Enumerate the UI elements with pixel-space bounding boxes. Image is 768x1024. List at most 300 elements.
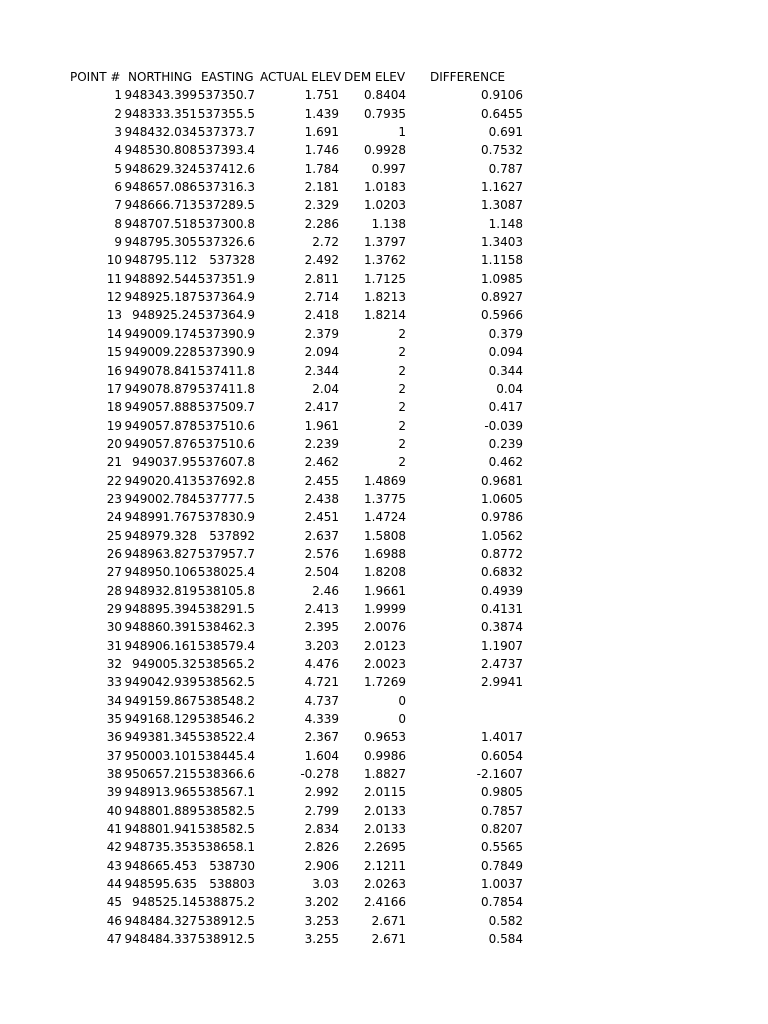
cell-point[interactable]: 43 <box>106 858 122 873</box>
cell-northing[interactable]: 949078.841 <box>124 363 197 378</box>
cell-dem-elev[interactable]: 2 <box>398 363 406 378</box>
cell-difference[interactable]: 0.7857 <box>481 803 523 818</box>
cell-actual-elev[interactable]: 2.72 <box>312 235 339 250</box>
cell-northing[interactable]: 948530.808 <box>124 143 197 158</box>
cell-difference[interactable]: 2.4737 <box>481 657 523 671</box>
header-easting[interactable]: EASTING <box>201 70 254 84</box>
cell-difference[interactable]: 0.344 <box>488 363 523 378</box>
cell-northing[interactable]: 948595.635 <box>124 877 197 892</box>
cell-actual-elev[interactable]: 3.253 <box>304 913 339 928</box>
table-row <box>0 380 768 398</box>
cell-actual-elev[interactable]: 2.286 <box>304 216 339 231</box>
cell-point[interactable]: 32 <box>106 657 122 671</box>
table-row <box>0 912 768 930</box>
header-northing[interactable]: NORTHING <box>128 70 193 84</box>
cell-actual-elev[interactable]: 4.339 <box>304 712 339 727</box>
cell-actual-elev[interactable]: 2.799 <box>304 803 339 818</box>
cell-dem-elev[interactable]: 1.4724 <box>364 510 406 525</box>
cell-dem-elev[interactable]: 0.9928 <box>364 143 406 158</box>
cell-difference[interactable]: 1.3087 <box>481 198 523 213</box>
cell-point[interactable]: 18 <box>106 400 122 415</box>
cell-dem-elev[interactable]: 1.4869 <box>364 473 406 488</box>
cell-point[interactable]: 8 <box>114 216 122 231</box>
cell-dem-elev[interactable]: 2 <box>398 455 406 470</box>
cell-actual-elev[interactable]: 2.451 <box>304 510 339 525</box>
table-row <box>0 893 768 911</box>
cell-easting[interactable]: 537364.9 <box>197 290 255 305</box>
cell-actual-elev[interactable]: 2.344 <box>304 363 339 378</box>
cell-point[interactable]: 39 <box>106 785 122 800</box>
cell-easting[interactable]: 537957.7 <box>197 546 255 561</box>
cell-easting[interactable]: 538579.4 <box>197 638 255 653</box>
cell-northing[interactable]: 949078.879 <box>124 381 197 396</box>
cell-difference[interactable]: 0.9805 <box>481 785 523 800</box>
cell-easting[interactable]: 538582.5 <box>197 822 255 837</box>
cell-actual-elev[interactable]: 2.239 <box>304 436 339 451</box>
cell-northing[interactable]: 949159.867 <box>124 693 197 708</box>
cell-difference[interactable]: 1.0985 <box>481 271 523 286</box>
cell-difference[interactable]: 0.7532 <box>481 143 523 158</box>
cell-point[interactable]: 13 <box>106 308 122 323</box>
cell-dem-elev[interactable]: 0.8404 <box>364 88 406 103</box>
cell-easting[interactable]: 538803 <box>209 877 255 892</box>
cell-easting[interactable]: 538912.5 <box>197 932 255 947</box>
cell-easting[interactable]: 537350.7 <box>197 88 255 103</box>
cell-northing[interactable]: 948343.399 <box>124 88 197 103</box>
cell-easting[interactable]: 538291.5 <box>197 601 255 616</box>
cell-difference[interactable]: 0.7854 <box>481 895 523 910</box>
cell-dem-elev[interactable]: 1.3775 <box>364 491 406 506</box>
cell-actual-elev[interactable]: 2.455 <box>304 473 339 488</box>
cell-difference[interactable]: 0.04 <box>496 381 523 396</box>
cell-actual-elev[interactable]: 3.203 <box>304 638 339 653</box>
cell-difference[interactable]: 1.0562 <box>481 528 523 543</box>
cell-point[interactable]: 2 <box>114 106 122 121</box>
cell-northing[interactable]: 948932.819 <box>124 583 197 598</box>
cell-easting[interactable]: 538658.1 <box>197 840 255 855</box>
cell-northing[interactable]: 948801.941 <box>124 822 197 837</box>
cell-actual-elev[interactable]: -0.278 <box>300 767 339 782</box>
cell-dem-elev[interactable]: 2 <box>398 345 406 360</box>
cell-dem-elev[interactable]: 1.8208 <box>364 565 406 580</box>
table-row <box>0 527 768 545</box>
cell-actual-elev[interactable]: 1.691 <box>304 125 339 140</box>
cell-dem-elev[interactable]: 1.138 <box>371 216 406 231</box>
cell-dem-elev[interactable]: 2.0133 <box>364 822 406 837</box>
cell-dem-elev[interactable]: 2 <box>398 381 406 396</box>
cell-point[interactable]: 5 <box>114 161 122 176</box>
cell-difference[interactable]: 0.094 <box>488 345 523 360</box>
cell-easting[interactable]: 537355.5 <box>197 106 255 121</box>
cell-difference[interactable]: 0.462 <box>488 455 523 470</box>
cell-actual-elev[interactable]: 1.604 <box>304 748 339 763</box>
cell-easting[interactable]: 538548.2 <box>197 693 255 708</box>
cell-northing[interactable]: 948795.305 <box>124 235 197 250</box>
cell-northing[interactable]: 949057.876 <box>124 436 197 451</box>
cell-difference[interactable]: 0.9786 <box>481 510 523 525</box>
cell-actual-elev[interactable]: 4.721 <box>304 675 339 690</box>
cell-difference[interactable]: 0.8772 <box>481 546 523 561</box>
cell-difference[interactable]: 0.7849 <box>481 858 523 873</box>
cell-difference[interactable]: 0.9681 <box>481 473 523 488</box>
cell-difference[interactable]: 0.5966 <box>481 308 523 323</box>
cell-actual-elev[interactable]: 1.746 <box>304 143 339 158</box>
cell-dem-elev[interactable]: 0.997 <box>371 161 406 176</box>
cell-difference[interactable] <box>406 692 523 710</box>
cell-easting[interactable]: 537316.3 <box>197 180 255 195</box>
cell-actual-elev[interactable]: 2.438 <box>304 491 339 506</box>
header-dem-elev[interactable]: DEM ELEV <box>344 70 406 84</box>
cell-northing[interactable]: 948979.328 <box>124 528 197 543</box>
cell-actual-elev[interactable]: 2.329 <box>304 198 339 213</box>
cell-northing[interactable]: 949168.129 <box>124 712 197 727</box>
cell-easting[interactable]: 537412.6 <box>197 161 255 176</box>
cell-easting[interactable]: 538562.5 <box>197 675 255 690</box>
cell-dem-elev[interactable]: 2.671 <box>371 932 406 947</box>
cell-easting[interactable]: 537777.5 <box>197 491 255 506</box>
cell-actual-elev[interactable]: 2.46 <box>312 583 339 598</box>
cell-point[interactable]: 28 <box>106 583 122 598</box>
cell-easting[interactable]: 537373.7 <box>197 125 255 140</box>
cell-northing[interactable]: 948707.518 <box>124 216 197 231</box>
cell-easting[interactable]: 538565.2 <box>197 657 255 671</box>
cell-point[interactable]: 16 <box>106 363 122 378</box>
cell-easting[interactable]: 538025.4 <box>197 565 255 580</box>
cell-point[interactable]: 40 <box>106 803 122 818</box>
cell-dem-elev[interactable]: 2.0123 <box>364 638 406 653</box>
cell-dem-elev[interactable]: 0 <box>398 693 406 708</box>
cell-actual-elev[interactable]: 4.737 <box>304 693 339 708</box>
cell-point[interactable]: 11 <box>106 271 122 286</box>
cell-dem-elev[interactable]: 2 <box>398 400 406 415</box>
cell-easting[interactable]: 538105.8 <box>197 583 255 598</box>
cell-dem-elev[interactable]: 2 <box>398 418 406 433</box>
cell-actual-elev[interactable]: 2.714 <box>304 290 339 305</box>
cell-dem-elev[interactable]: 2.0023 <box>364 657 406 671</box>
cell-difference[interactable]: -2.1607 <box>476 767 523 782</box>
cell-northing[interactable]: 948913.965 <box>124 785 197 800</box>
cell-dem-elev[interactable]: 0 <box>398 712 406 727</box>
cell-point[interactable]: 44 <box>106 877 122 892</box>
cell-actual-elev[interactable]: 2.906 <box>304 858 339 873</box>
cell-actual-elev[interactable]: 2.576 <box>304 546 339 561</box>
cell-difference[interactable]: 1.4017 <box>481 730 523 745</box>
cell-dem-elev[interactable]: 1.6988 <box>364 546 406 561</box>
cell-point[interactable]: 21 <box>106 455 122 470</box>
cell-northing[interactable]: 948906.161 <box>124 638 197 653</box>
cell-point[interactable]: 42 <box>106 840 122 855</box>
cell-northing[interactable]: 948925.24 <box>132 308 197 323</box>
cell-easting[interactable]: 538567.1 <box>197 785 255 800</box>
cell-point[interactable]: 34 <box>106 693 122 708</box>
table-row <box>0 838 768 856</box>
cell-point[interactable]: 1 <box>114 88 122 103</box>
cell-easting[interactable]: 538730 <box>209 858 255 873</box>
cell-northing[interactable]: 950003.101 <box>124 748 197 763</box>
cell-difference[interactable]: 1.1907 <box>481 638 523 653</box>
cell-difference[interactable]: 0.4939 <box>481 583 523 598</box>
cell-easting[interactable]: 538875.2 <box>197 895 255 910</box>
cell-northing[interactable]: 949009.228 <box>124 345 197 360</box>
cell-dem-elev[interactable]: 2.671 <box>371 913 406 928</box>
cell-dem-elev[interactable]: 2 <box>398 326 406 341</box>
cell-northing[interactable]: 948665.453 <box>124 858 197 873</box>
cell-point[interactable]: 3 <box>114 125 122 140</box>
cell-difference[interactable]: -0.039 <box>484 418 523 433</box>
cell-point[interactable]: 6 <box>114 180 122 195</box>
cell-northing[interactable]: 948795.112 <box>124 253 197 268</box>
cell-dem-elev[interactable]: 1.7269 <box>364 675 406 690</box>
cell-easting[interactable]: 538462.3 <box>197 620 255 635</box>
cell-point[interactable]: 37 <box>106 748 122 763</box>
cell-actual-elev[interactable]: 3.202 <box>304 895 339 910</box>
cell-actual-elev[interactable]: 2.094 <box>304 345 339 360</box>
cell-northing[interactable]: 949002.784 <box>124 491 197 506</box>
cell-point[interactable]: 30 <box>106 620 122 635</box>
cell-difference[interactable]: 0.9106 <box>481 88 523 103</box>
cell-difference[interactable]: 0.584 <box>488 932 523 947</box>
cell-actual-elev[interactable]: 3.03 <box>312 877 339 892</box>
cell-easting[interactable]: 538912.5 <box>197 913 255 928</box>
cell-dem-elev[interactable]: 1.0183 <box>364 180 406 195</box>
cell-actual-elev[interactable]: 2.418 <box>304 308 339 323</box>
cell-dem-elev[interactable]: 1.8827 <box>364 767 406 782</box>
cell-northing[interactable]: 948484.337 <box>124 932 197 947</box>
cell-difference[interactable]: 0.8207 <box>481 822 523 837</box>
cell-point[interactable]: 33 <box>106 675 122 690</box>
cell-actual-elev[interactable]: 1.439 <box>304 106 339 121</box>
cell-easting[interactable]: 537289.5 <box>197 198 255 213</box>
cell-point[interactable]: 4 <box>114 143 122 158</box>
cell-northing[interactable]: 948925.187 <box>124 290 197 305</box>
cell-actual-elev[interactable]: 2.826 <box>304 840 339 855</box>
cell-difference[interactable] <box>406 710 523 728</box>
cell-dem-elev[interactable]: 1.3762 <box>364 253 406 268</box>
cell-easting[interactable]: 537328 <box>209 253 255 268</box>
cell-dem-elev[interactable]: 0.7935 <box>364 106 406 121</box>
cell-easting[interactable]: 537510.6 <box>197 436 255 451</box>
cell-difference[interactable]: 1.148 <box>488 216 523 231</box>
cell-easting[interactable]: 538582.5 <box>197 803 255 818</box>
cell-point[interactable]: 35 <box>106 712 122 727</box>
cell-point[interactable]: 26 <box>106 546 122 561</box>
cell-dem-elev[interactable]: 1.0203 <box>364 198 406 213</box>
cell-point[interactable]: 38 <box>106 767 122 782</box>
cell-northing[interactable]: 948629.324 <box>124 161 197 176</box>
cell-difference[interactable]: 1.0037 <box>481 877 523 892</box>
cell-easting[interactable]: 537351.9 <box>197 271 255 286</box>
cell-dem-elev[interactable]: 2.1211 <box>364 858 406 873</box>
cell-actual-elev[interactable]: 2.462 <box>304 455 339 470</box>
cell-northing[interactable]: 948484.327 <box>124 913 197 928</box>
cell-point[interactable]: 29 <box>106 601 122 616</box>
cell-northing[interactable]: 949020.413 <box>124 473 197 488</box>
cell-point[interactable]: 14 <box>106 326 122 341</box>
cell-actual-elev[interactable]: 2.992 <box>304 785 339 800</box>
table-row <box>0 508 768 526</box>
cell-northing[interactable]: 949057.878 <box>124 418 197 433</box>
cell-dem-elev[interactable]: 0.9653 <box>364 730 406 745</box>
cell-easting[interactable]: 537364.9 <box>197 308 255 323</box>
cell-easting[interactable]: 537830.9 <box>197 510 255 525</box>
cell-dem-elev[interactable]: 1.8213 <box>364 290 406 305</box>
cell-northing[interactable]: 948963.827 <box>124 546 197 561</box>
cell-northing[interactable]: 948666.713 <box>124 198 197 213</box>
table-row <box>0 783 768 801</box>
cell-dem-elev[interactable]: 2 <box>398 436 406 451</box>
cell-dem-elev[interactable]: 1.5808 <box>364 528 406 543</box>
cell-dem-elev[interactable]: 2.0076 <box>364 620 406 635</box>
cell-dem-elev[interactable]: 1.3797 <box>364 235 406 250</box>
cell-point[interactable]: 12 <box>106 290 122 305</box>
cell-dem-elev[interactable]: 1 <box>398 125 406 140</box>
cell-difference[interactable]: 0.4131 <box>481 601 523 616</box>
cell-easting[interactable]: 537393.4 <box>197 143 255 158</box>
cell-point[interactable]: 47 <box>106 932 122 947</box>
cell-northing[interactable]: 948895.394 <box>124 601 197 616</box>
cell-point[interactable]: 45 <box>106 895 122 910</box>
cell-point[interactable]: 17 <box>106 381 122 396</box>
cell-easting[interactable]: 538445.4 <box>197 748 255 763</box>
cell-dem-elev[interactable]: 2.2695 <box>364 840 406 855</box>
cell-northing[interactable]: 948991.767 <box>124 510 197 525</box>
spreadsheet <box>0 68 768 949</box>
header-actual-elev[interactable]: ACTUAL ELEV <box>260 70 342 84</box>
cell-actual-elev[interactable]: 2.367 <box>304 730 339 745</box>
cell-difference[interactable]: 0.787 <box>488 161 523 176</box>
cell-easting[interactable]: 538546.2 <box>197 712 255 727</box>
cell-easting[interactable]: 537300.8 <box>197 216 255 231</box>
cell-difference[interactable]: 1.0605 <box>481 491 523 506</box>
cell-dem-elev[interactable]: 2.0133 <box>364 803 406 818</box>
cell-difference[interactable]: 0.3874 <box>481 620 523 635</box>
cell-dem-elev[interactable]: 1.8214 <box>364 308 406 323</box>
table-row <box>0 141 768 159</box>
cell-northing[interactable]: 949005.32 <box>132 657 197 671</box>
cell-point[interactable]: 19 <box>106 418 122 433</box>
cell-northing[interactable]: 948735.353 <box>124 840 197 855</box>
cell-dem-elev[interactable]: 2.0115 <box>364 785 406 800</box>
cell-actual-elev[interactable]: 2.379 <box>304 326 339 341</box>
cell-easting[interactable]: 537509.7 <box>197 400 255 415</box>
cell-point[interactable]: 36 <box>106 730 122 745</box>
cell-actual-elev[interactable]: 2.834 <box>304 822 339 837</box>
cell-dem-elev[interactable]: 1.7125 <box>364 271 406 286</box>
cell-actual-elev[interactable]: 2.413 <box>304 601 339 616</box>
cell-northing[interactable]: 949042.939 <box>124 675 197 690</box>
cell-point[interactable]: 27 <box>106 565 122 580</box>
cell-easting[interactable]: 537326.6 <box>197 235 255 250</box>
cell-difference[interactable]: 2.9941 <box>481 675 523 690</box>
cell-northing[interactable]: 949381.345 <box>124 730 197 745</box>
cell-difference[interactable]: 0.8927 <box>481 290 523 305</box>
cell-difference[interactable]: 0.6455 <box>481 106 523 121</box>
cell-northing[interactable]: 948333.351 <box>124 106 197 121</box>
cell-point[interactable]: 46 <box>106 913 122 928</box>
table-row <box>0 765 768 783</box>
cell-actual-elev[interactable]: 4.476 <box>304 657 339 671</box>
cell-difference[interactable]: 1.1158 <box>481 253 523 268</box>
cell-point[interactable]: 10 <box>106 253 122 268</box>
cell-difference[interactable]: 0.582 <box>488 913 523 928</box>
cell-northing[interactable]: 948950.106 <box>124 565 197 580</box>
cell-actual-elev[interactable]: 2.395 <box>304 620 339 635</box>
cell-northing[interactable]: 950657.215 <box>124 767 197 782</box>
cell-actual-elev[interactable]: 2.492 <box>304 253 339 268</box>
cell-actual-elev[interactable]: 2.04 <box>312 381 339 396</box>
cell-point[interactable]: 31 <box>106 638 122 653</box>
cell-actual-elev[interactable]: 2.504 <box>304 565 339 580</box>
cell-actual-elev[interactable]: 1.751 <box>304 88 339 103</box>
cell-northing[interactable]: 948801.889 <box>124 803 197 818</box>
cell-difference[interactable]: 0.239 <box>488 436 523 451</box>
cell-point[interactable]: 41 <box>106 822 122 837</box>
cell-point[interactable]: 25 <box>106 528 122 543</box>
cell-point[interactable]: 9 <box>114 235 122 250</box>
cell-easting[interactable]: 537692.8 <box>197 473 255 488</box>
table-row <box>0 563 768 581</box>
cell-northing[interactable]: 948892.544 <box>124 271 197 286</box>
cell-dem-elev[interactable]: 0.9986 <box>364 748 406 763</box>
cell-easting[interactable]: 538366.6 <box>197 767 255 782</box>
cell-easting[interactable]: 537411.8 <box>197 381 255 396</box>
cell-actual-elev[interactable]: 2.811 <box>304 271 339 286</box>
cell-easting[interactable]: 538522.4 <box>197 730 255 745</box>
cell-actual-elev[interactable]: 3.255 <box>304 932 339 947</box>
cell-northing[interactable]: 949057.888 <box>124 400 197 415</box>
cell-actual-elev[interactable]: 1.961 <box>304 418 339 433</box>
cell-dem-elev[interactable]: 1.9999 <box>364 601 406 616</box>
cell-difference[interactable]: 0.379 <box>488 326 523 341</box>
cell-dem-elev[interactable]: 2.0263 <box>364 877 406 892</box>
cell-difference[interactable]: 0.6832 <box>481 565 523 580</box>
cell-easting[interactable]: 537510.6 <box>197 418 255 433</box>
cell-actual-elev[interactable]: 2.417 <box>304 400 339 415</box>
cell-difference[interactable]: 0.5565 <box>481 840 523 855</box>
cell-difference[interactable]: 0.691 <box>488 125 523 140</box>
cell-point[interactable]: 23 <box>106 491 122 506</box>
cell-dem-elev[interactable]: 2.4166 <box>364 895 406 910</box>
cell-easting[interactable]: 537390.9 <box>197 326 255 341</box>
cell-actual-elev[interactable]: 2.637 <box>304 528 339 543</box>
cell-actual-elev[interactable]: 2.181 <box>304 180 339 195</box>
cell-northing[interactable]: 948657.086 <box>124 180 197 195</box>
cell-northing[interactable]: 948432.034 <box>124 125 197 140</box>
cell-point[interactable]: 15 <box>106 345 122 360</box>
cell-difference[interactable]: 1.3403 <box>481 235 523 250</box>
cell-point[interactable]: 20 <box>106 436 122 451</box>
cell-dem-elev[interactable]: 1.9661 <box>364 583 406 598</box>
cell-actual-elev[interactable]: 1.784 <box>304 161 339 176</box>
cell-easting[interactable]: 537390.9 <box>197 345 255 360</box>
header-point[interactable]: POINT # <box>70 70 121 84</box>
cell-northing[interactable]: 948525.14 <box>132 895 197 910</box>
cell-difference[interactable]: 0.417 <box>488 400 523 415</box>
header-difference[interactable]: DIFFERENCE <box>430 70 506 84</box>
cell-northing[interactable]: 949037.95 <box>132 455 197 470</box>
cell-northing[interactable]: 948860.391 <box>124 620 197 635</box>
cell-point[interactable]: 22 <box>106 473 122 488</box>
cell-easting[interactable]: 537411.8 <box>197 363 255 378</box>
table-row <box>0 362 768 380</box>
cell-northing[interactable]: 949009.174 <box>124 326 197 341</box>
cell-difference[interactable]: 1.1627 <box>481 180 523 195</box>
cell-easting[interactable]: 537607.8 <box>197 455 255 470</box>
cell-easting[interactable]: 537892 <box>209 528 255 543</box>
cell-difference[interactable]: 0.6054 <box>481 748 523 763</box>
cell-point[interactable]: 7 <box>114 198 122 213</box>
cell-point[interactable]: 24 <box>106 510 122 525</box>
